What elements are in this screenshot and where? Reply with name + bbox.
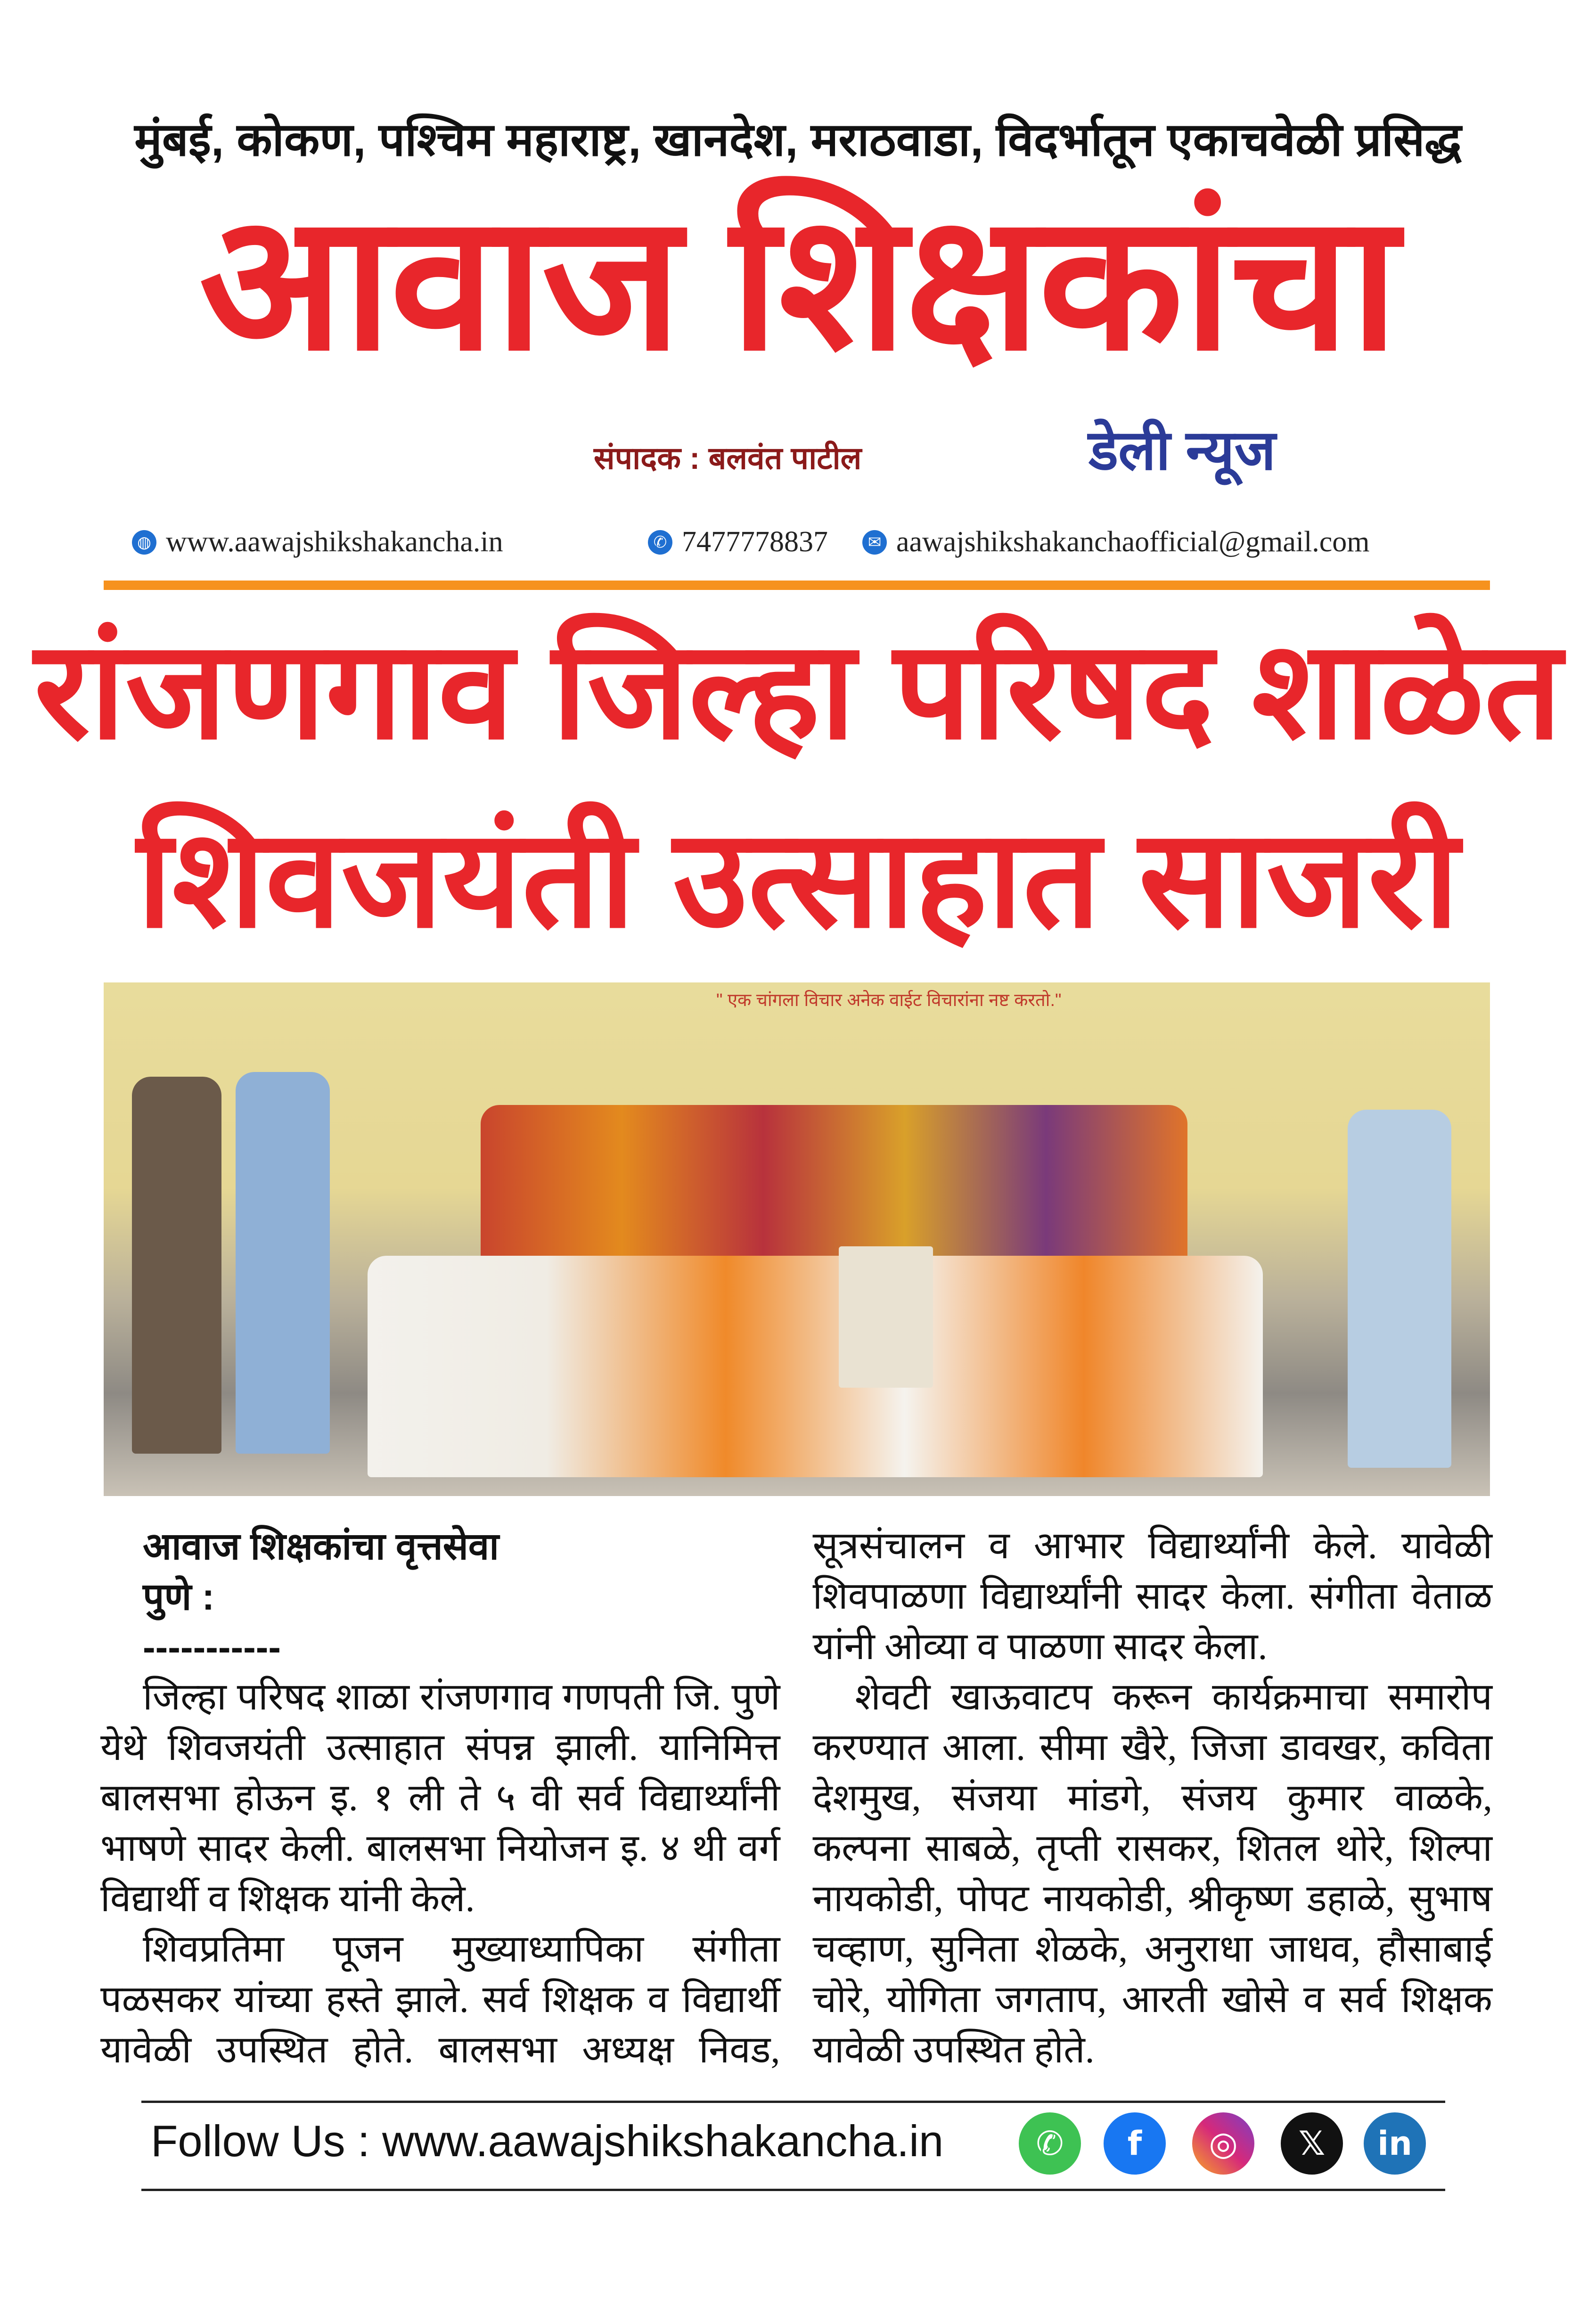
orange-divider xyxy=(104,581,1490,590)
footer-top-rule xyxy=(141,2101,1445,2103)
article-paragraph: शेवटी खाऊवाटप करून कार्यक्रमाचा समारोप करण्यात आला. सीमा खैरे, जिजा डावखर, कविता देशमुख, संजया मांडगे, संजय कुमार वाळके, कल्पना साबळे, तृप्ती रासकर, शितल थोरे, शिल्पा नायकोडी, पोपट नायकोडी, श्रीकृष्ण डहाळे, सुभाष चव्हाण, सुनिता शेळके, अनुराधा जाधव, हौसाबाई चोरे, योगिता जगताप, आरती खोसे व सर्व शिक्षक यावेळी उपस्थित होते. xyxy=(812,1677,1492,2071)
x-icon[interactable]: 𝕏 xyxy=(1281,2112,1343,2175)
editor-credit: संपादक : बलवंत पाटील xyxy=(594,441,862,475)
linkedin-icon[interactable]: in xyxy=(1364,2112,1426,2175)
email-address[interactable]: aawajshikshakanchaofficial@gmail.com xyxy=(896,526,1370,558)
phone-number[interactable]: 7477778837 xyxy=(682,526,828,558)
instagram-icon[interactable]: ◎ xyxy=(1192,2112,1254,2175)
dateline: पुणे : xyxy=(143,1576,215,1618)
facebook-icon[interactable]: f xyxy=(1104,2112,1166,2175)
masthead-logo: आवाज शिक्षकांचा xyxy=(199,177,1397,388)
email-icon: ✉ xyxy=(862,530,887,555)
email-contact[interactable] xyxy=(862,525,1370,559)
separator-dashes: ----------- xyxy=(143,1626,281,1668)
footer-bottom-rule xyxy=(141,2189,1445,2191)
article-paragraph: शिवप्रतिमा पूजन मुख्याध्यापिका संगीता पळसकर यांच्या हस्ते झाले. सर्व शिक्षक व विद्यार्थी यावेळी उपस्थित होते. बालसभा अध्यक्ष निवड, सूत्रसंचालन व आभार विद्यार्थ्यांनी केले. यावेळी शिवपाळणा विद्यार्थ्यांनी सादर केला. संगीता वेताळ यांनी ओव्या व पाळणा सादर केला. xyxy=(100,1525,1492,2071)
tagline: मुंबई, कोकण, पश्चिम महाराष्ट्र, खानदेश, मराठवाडा, विदर्भातून एकाचवेळी प्रसिद्ध xyxy=(134,114,1462,165)
whatsapp-icon[interactable]: ✆ xyxy=(1019,2112,1081,2175)
headline-line-2: शिवजयंती उत्साहात साजरी xyxy=(137,802,1459,955)
phone-contact[interactable] xyxy=(648,525,828,559)
phone-icon: ✆ xyxy=(648,530,672,555)
article-body xyxy=(100,1521,1492,2082)
event-photo xyxy=(104,982,1490,1496)
photo-banner-text: " एक चांगला विचार अनेक वाईट विचारांना नष्ट करतो." xyxy=(716,990,1062,1010)
news-source: आवाज शिक्षकांचा वृत्तसेवा xyxy=(143,1525,499,1567)
follow-us-link[interactable]: Follow Us : www.aawajshikshakancha.in xyxy=(151,2116,944,2166)
website-contact[interactable] xyxy=(132,525,503,559)
headline-line-1: रांजणगाव जिल्हा परिषद शाळेत xyxy=(34,614,1562,767)
article-paragraph: जिल्हा परिषद शाळा रांजणगाव गणपती जि. पुणे येथे शिवजयंती उत्साहात संपन्न झाली. यानिमित्त बालसभा होऊन इ. १ ली ते ५ वी सर्व विद्यार्थ्यांनी भाषणे सादर केली. बालसभा नियोजन इ. ४ थी वर्ग विद्यार्थी व शिक्षक यांनी केले. xyxy=(100,1677,780,1920)
globe-icon: ◍ xyxy=(132,530,156,555)
website-link[interactable]: www.aawajshikshakancha.in xyxy=(166,526,503,558)
edition-label: डेली न्यूज xyxy=(1089,419,1276,482)
